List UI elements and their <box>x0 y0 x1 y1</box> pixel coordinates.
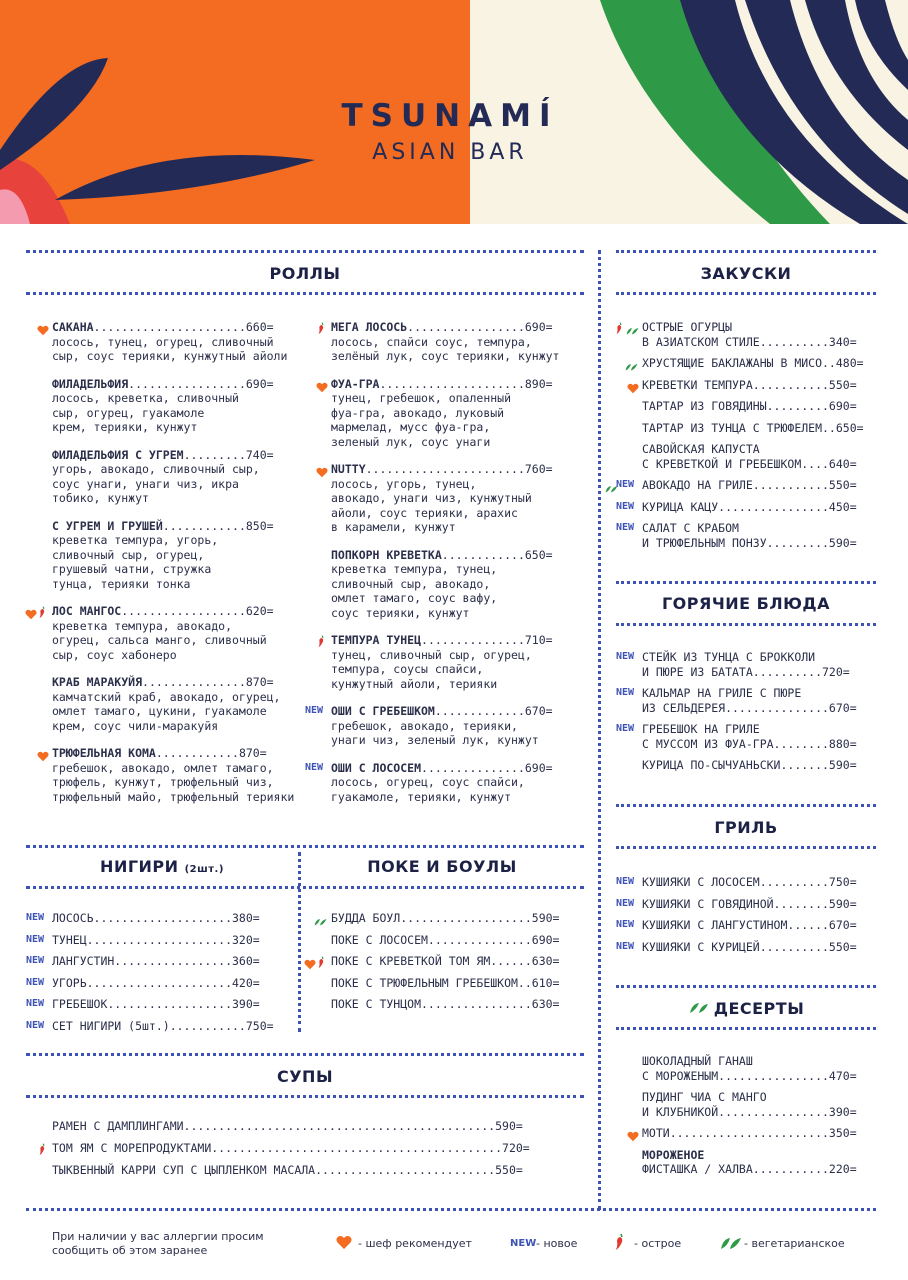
item-description: омлет тамаго, соус вафу, <box>331 591 498 605</box>
item-leader: ...................... <box>93 320 246 334</box>
heart-icon <box>37 747 49 766</box>
item-price: 890= <box>524 376 553 391</box>
menu-item <box>52 448 274 506</box>
item-leader: ............ <box>155 746 239 760</box>
menu-item: ПОКЕ С ТРЮФЕЛЬНЫМ ГРЕБЕШКОМ..610= <box>331 975 560 990</box>
chili-icon <box>317 633 326 652</box>
menu-item <box>642 722 857 751</box>
menu-item <box>642 1090 857 1119</box>
new-badge: NEW <box>305 705 324 716</box>
new-badge: NEW <box>616 940 635 952</box>
menu-item-line: ХРУСТЯЩИЕ БАКЛАЖАНЫ В МИСО..480= <box>642 356 864 370</box>
menu-item <box>52 519 274 592</box>
column-divider <box>298 852 301 1032</box>
divider <box>616 581 876 584</box>
item-name: КРАБ МАРАКУЙЯ <box>52 675 143 689</box>
item-description: сливочный сыр, авокадо, <box>331 576 491 591</box>
menu-item <box>52 377 274 435</box>
item-description: лосось, тунец, огурец, сливочный <box>52 334 274 349</box>
desserts-title: ДЕСЕРТЫ <box>713 999 805 1018</box>
menu-item <box>331 462 553 535</box>
new-badge: NEW <box>26 1020 45 1031</box>
item-price: 660= <box>245 320 274 334</box>
heart-icon <box>627 1127 639 1146</box>
item-name: NUTTY <box>331 462 366 476</box>
item-description: крем, соус чили-маракуйя <box>52 718 219 733</box>
menu-item-line: ШОКОЛАДНЫЙ ГАНАШ <box>642 1054 753 1068</box>
divider <box>616 292 876 295</box>
menu-item-title <box>331 633 553 648</box>
item-price: 690= <box>245 376 274 391</box>
item-description: тунец, гребешок, опаленный <box>331 391 512 405</box>
menu-item <box>52 746 294 804</box>
menu-item <box>642 356 864 371</box>
menu-item <box>642 918 857 933</box>
brand-title: TSUNAMÍ <box>341 98 559 134</box>
heart-icon <box>37 321 49 340</box>
item-description: трюфель, кунжут, трюфельный чиз, <box>52 775 274 789</box>
divider <box>26 1095 584 1098</box>
divider <box>26 1208 876 1211</box>
item-description: зелёный лук, соус терияки, кунжут <box>331 349 560 363</box>
divider <box>616 250 876 253</box>
menu-item-line: КАЛЬМАР НА ГРИЛЕ С ПЮРЕ <box>642 686 802 700</box>
menu-item <box>642 399 857 414</box>
section-title-grill: ГРИЛЬ <box>714 818 778 837</box>
divider <box>616 804 876 807</box>
item-name: ФИЛАДЕЛЬФИЯ <box>52 376 129 391</box>
divider <box>26 1053 584 1056</box>
divider <box>616 1027 876 1030</box>
item-price: 740= <box>245 447 274 462</box>
item-description: унаги чиз, зеленый лук, кунжут <box>331 733 539 747</box>
menu-item-title <box>331 548 553 563</box>
menu-item <box>642 478 857 493</box>
item-name: ТЕМПУРА ТУНЕЦ <box>331 633 422 647</box>
menu-item-line: ОСТРЫЕ ОГУРЦЫ <box>642 320 733 334</box>
menu-item-line: КУШИЯКИ С КУРИЦЕЙ..........550= <box>642 939 857 954</box>
item-name: ФИЛАДЕЛЬФИЯ С УГРЕМ <box>52 447 184 462</box>
heart-icon <box>25 605 37 624</box>
legend-new-badge: NEW <box>510 1238 537 1249</box>
item-leader: ....................... <box>365 462 525 476</box>
item-price: 710= <box>524 633 553 647</box>
heart-icon <box>336 1235 352 1250</box>
menu-item-line: ТАРТАР ИЗ ТУНЦА С ТРЮФЕЛЕМ..650= <box>642 420 864 435</box>
new-badge: NEW <box>26 912 45 923</box>
new-badge: NEW <box>26 976 45 988</box>
new-badge: NEW <box>616 723 635 734</box>
leaf-icon <box>626 321 639 340</box>
item-description: мармелад, мусс фуа-гра, <box>331 420 491 434</box>
legend-chef: - шеф рекомендует <box>358 1237 472 1250</box>
menu-item <box>642 500 857 515</box>
nigiri-title-note: (2шт.) <box>184 864 224 875</box>
item-name: ОШИ С ГРЕБЕШКОМ <box>331 704 435 718</box>
menu-item-line: ПУДИНГ ЧИА С МАНГО <box>642 1090 767 1104</box>
menu-item-line: ИЗ СЕЛЬДЕРЕЯ...............670= <box>642 700 857 715</box>
item-leader: .................. <box>121 604 246 618</box>
item-description: сыр, огурец, гуакамоле <box>52 405 205 420</box>
item-leader: ............ <box>162 518 246 533</box>
menu-item <box>331 320 559 364</box>
item-leader: ............ <box>441 547 525 562</box>
legend-new: - новое <box>536 1237 578 1250</box>
section-title-desserts <box>616 999 876 1018</box>
item-price: 690= <box>524 320 553 334</box>
item-name: ЛОС МАНГОС <box>52 604 122 618</box>
menu-item <box>642 940 857 955</box>
item-leader: ......... <box>183 447 246 462</box>
menu-item <box>642 650 850 679</box>
brand <box>300 98 600 165</box>
column-divider <box>598 250 601 1210</box>
divider <box>616 985 876 988</box>
new-badge: NEW <box>616 651 635 662</box>
new-badge: NEW <box>616 500 635 512</box>
menu-item-title <box>52 746 294 761</box>
menu-item <box>331 704 553 748</box>
item-name: ОШИ С ЛОСОСЕМ <box>331 760 422 775</box>
item-description: темпура, соусы спайси, <box>331 662 484 676</box>
item-price: 670= <box>524 704 553 718</box>
menu-item-line: АВОКАДО НА ГРИЛЕ...........550= <box>642 478 857 492</box>
item-leader: ............... <box>421 633 525 647</box>
brand-subtitle: ASIAN BAR <box>372 140 528 165</box>
menu-item <box>642 442 857 471</box>
leaf-icon <box>625 357 638 376</box>
new-badge: NEW <box>305 761 324 773</box>
item-name: МЕГА ЛОСОСЬ <box>331 320 408 334</box>
section-title-snacks: ЗАКУСКИ <box>700 264 792 283</box>
section-title-poke: ПОКЕ И БОУЛЫ <box>367 857 517 876</box>
allergy-note <box>52 1230 264 1258</box>
menu-item: ПОКЕ С КРЕВЕТКОЙ ТОМ ЯМ......630= <box>331 954 560 969</box>
item-description: камчатский краб, авокадо, огурец, <box>52 689 281 704</box>
menu-item-line: ТАРТАР ИЗ ГОВЯДИНЫ.........690= <box>642 399 857 413</box>
menu-item <box>642 758 857 773</box>
menu-item-line: В АЗИАТСКОМ СТИЛЕ..........340= <box>642 334 857 349</box>
menu-item-title <box>52 519 274 534</box>
menu-item <box>642 897 857 912</box>
item-description: лосось, огурец, соус спайси, <box>331 775 525 789</box>
new-badge: NEW <box>616 876 635 887</box>
menu-item: БУДДА БОУЛ...................590= <box>331 911 560 925</box>
divider <box>26 250 584 253</box>
item-name: САКАНА <box>52 320 94 334</box>
item-description: в карамели, кунжут <box>331 520 456 534</box>
menu-item: ТЫКВЕННЫЙ КАРРИ СУП С ЦЫПЛЕНКОМ МАСАЛА..........................550= <box>52 1163 523 1177</box>
divider <box>26 886 584 889</box>
header-banner <box>0 0 908 224</box>
menu-item <box>642 1148 857 1177</box>
item-description: гребешок, авокадо, омлет тамаго, <box>52 760 274 775</box>
leaf-icon <box>688 1001 710 1015</box>
menu-item <box>642 1054 857 1083</box>
divider <box>616 846 876 849</box>
item-description: огурец, сальса манго, сливочный <box>52 633 267 647</box>
menu-item: ЛАНГУСТИН.................360= <box>52 954 260 969</box>
heart-icon <box>316 463 328 482</box>
menu-item-line: С КРЕВЕТКОЙ И ГРЕБЕШКОМ....640= <box>642 456 857 471</box>
menu-item <box>642 421 864 436</box>
menu-item <box>642 1126 857 1141</box>
allergy-note-line: При наличии у вас аллергии просим <box>52 1230 264 1243</box>
item-description: тунца, терияки тонка <box>52 576 191 591</box>
menu-item-title <box>331 320 559 335</box>
chili-icon <box>317 954 326 973</box>
item-description: лосось, спайси соус, темпура, <box>331 334 532 349</box>
item-description: угорь, авокадо, сливочный сыр, <box>52 462 260 476</box>
menu-item: СЕТ НИГИРИ (5шт.)...........750= <box>52 1019 274 1033</box>
menu-item-line: КУРИЦА КАЦУ................450= <box>642 499 857 514</box>
menu-item <box>331 548 553 621</box>
menu-item <box>52 604 274 662</box>
new-badge: NEW <box>616 919 635 930</box>
menu-item-title <box>331 462 553 477</box>
menu-item <box>52 320 287 364</box>
chili-icon <box>317 320 326 339</box>
item-description: гребешок, авокадо, терияки, <box>331 718 518 733</box>
menu-item-title <box>52 675 280 690</box>
menu-item-title <box>331 377 553 392</box>
menu-item <box>642 521 857 550</box>
new-badge: NEW <box>26 955 45 967</box>
allergy-note-line: сообщить об этом заранее <box>52 1244 208 1257</box>
legend-veg: - вегетарианское <box>744 1237 845 1250</box>
menu-item-line: И ТРЮФЕЛЬНЫМ ПОНЗУ.........590= <box>642 535 857 550</box>
menu-item <box>331 761 553 805</box>
item-description: крем, терияки, кунжут <box>52 420 198 434</box>
divider <box>26 292 584 295</box>
menu-item: ПОКЕ С ТУНЦОМ................630= <box>331 997 560 1012</box>
item-description: лосось, креветка, сливочный <box>52 391 239 405</box>
item-leader: ................. <box>407 320 525 334</box>
menu-item: ПОКЕ С ЛОСОСЕМ...............690= <box>331 932 560 947</box>
menu-item-line: С МОРОЖЕНЫМ................470= <box>642 1068 857 1083</box>
menu-item-title <box>52 377 274 392</box>
item-leader: ............. <box>434 704 525 718</box>
item-description: гуакамоле, терияки, кунжут <box>331 789 512 804</box>
legend-spicy: - острое <box>634 1237 682 1250</box>
menu-item-line: КУШИЯКИ С ГОВЯДИНОЙ........590= <box>642 896 857 911</box>
menu-item-title <box>52 448 274 463</box>
item-description: сливочный сыр, огурец, <box>52 547 205 562</box>
item-name: ТРЮФЕЛЬНАЯ КОМА <box>52 746 156 760</box>
item-price: 620= <box>245 604 274 618</box>
menu-item-line: КРЕВЕТКИ ТЕМПУРА...........550= <box>642 377 857 392</box>
section-title-hot: ГОРЯЧИЕ БЛЮДА <box>661 594 831 613</box>
chili-icon <box>615 320 624 339</box>
heart-icon <box>304 955 316 974</box>
item-description: креветка темпура, тунец, <box>331 562 498 576</box>
item-price: 760= <box>524 462 553 476</box>
new-badge: NEW <box>616 687 635 698</box>
menu-item: ЛОСОСЬ....................380= <box>52 911 260 925</box>
menu-item: УГОРЬ.....................420= <box>52 975 260 990</box>
menu-item-line: КУШИЯКИ С ЛОСОСЕМ..........750= <box>642 875 857 889</box>
menu-item-line: ФИСТАШКА / ХАЛВА...........220= <box>642 1162 857 1176</box>
chili-icon <box>38 604 47 623</box>
menu-item-title <box>331 761 553 776</box>
item-description: грушевый чатни, стружка <box>52 562 212 576</box>
menu-item <box>642 875 857 890</box>
item-price: 870= <box>245 675 274 689</box>
item-price: 690= <box>524 760 553 775</box>
item-name: ПОПКОРН КРЕВЕТКА <box>331 547 442 562</box>
item-description: омлет тамаго, цукини, гуакамоле <box>52 704 267 718</box>
item-price: 650= <box>524 547 553 562</box>
new-badge: NEW <box>26 933 45 945</box>
menu-item-line: САЛАТ С КРАБОМ <box>642 521 739 535</box>
item-description: тунец, сливочный сыр, огурец, <box>331 647 532 662</box>
section-title-nigiri <box>26 857 298 876</box>
divider <box>616 623 876 626</box>
menu-item-title <box>52 320 287 335</box>
item-leader: ............... <box>142 675 246 689</box>
item-description: креветка темпура, авокадо, <box>52 618 233 633</box>
menu-item: ГРЕБЕШОК..................390= <box>52 997 260 1012</box>
menu-item <box>642 686 857 715</box>
heart-icon <box>627 379 639 398</box>
menu-item-line: КУРИЦА ПО-СЫЧУАНЬСКИ.......590= <box>642 758 857 772</box>
section-title-rolls: РОЛЛЫ <box>269 264 341 283</box>
menu-item <box>642 378 857 393</box>
section-title-soups: СУПЫ <box>276 1067 334 1086</box>
item-description: соус терияки, кунжут <box>331 605 470 620</box>
menu-item-line: И КЛУБНИКОЙ................390= <box>642 1104 857 1119</box>
item-leader: ................. <box>128 376 246 391</box>
item-leader: ..................... <box>379 376 525 391</box>
item-description: соус унаги, унаги чиз, икра <box>52 476 239 491</box>
item-price: 870= <box>238 746 267 760</box>
heart-icon <box>316 378 328 397</box>
item-name: С УГРЕМ И ГРУШЕЙ <box>52 518 163 533</box>
item-description: тобико, кунжут <box>52 491 149 505</box>
item-leader: ............... <box>421 760 525 775</box>
menu-item-line: МОРОЖЕНОЕ <box>642 1147 705 1162</box>
menu-item-title <box>52 604 274 619</box>
menu-item-line: СТЕЙК ИЗ ТУНЦА С БРОККОЛИ <box>642 650 816 664</box>
menu-item-line: ГРЕБЕШОК НА ГРИЛЕ <box>642 722 760 736</box>
new-badge: NEW <box>616 479 635 490</box>
nigiri-title: НИГИРИ <box>100 857 179 876</box>
menu-item <box>331 377 553 450</box>
menu-item: ТУНЕЦ.....................320= <box>52 932 260 947</box>
new-badge: NEW <box>616 897 635 909</box>
leaf-icon <box>314 912 327 931</box>
item-description: сыр, соус терияки, кунжутный айоли <box>52 349 288 363</box>
menu-item-title <box>331 704 553 719</box>
item-description: трюфельный майо, трюфельный терияки <box>52 789 295 804</box>
menu-item-line: С МУССОМ ИЗ ФУА-ГРА........880= <box>642 736 857 751</box>
item-description: сыр, соус хабонеро <box>52 647 177 662</box>
menu-item: ТОМ ЯМ С МОРЕПРОДУКТАМИ..........................................720= <box>52 1141 530 1155</box>
item-price: 850= <box>245 518 274 533</box>
menu-item <box>642 320 857 349</box>
menu-item-line: САВОЙСКАЯ КАПУСТА <box>642 442 760 456</box>
item-description: айоли, соус терияки, арахис <box>331 505 518 520</box>
menu-item: РАМЕН С ДАМПЛИНГАМИ.............................................590= <box>52 1119 523 1133</box>
item-description: лосось, угорь, тунец, <box>331 476 477 491</box>
item-description: авокадо, унаги чиз, кунжутный <box>331 491 532 505</box>
item-description: фуа-гра, авокадо, луковый <box>331 405 505 420</box>
chili-icon <box>38 1141 47 1160</box>
new-badge: NEW <box>616 522 635 533</box>
leaf-icon <box>720 1235 742 1251</box>
menu-item <box>52 675 280 733</box>
item-description: зеленый лук, соус унаги <box>331 434 491 449</box>
menu-item-line: МОТИ.......................350= <box>642 1126 857 1140</box>
chili-icon <box>614 1233 626 1251</box>
divider <box>26 845 584 848</box>
menu-item-line: КУШИЯКИ С ЛАНГУСТИНОМ......670= <box>642 918 857 932</box>
item-description: креветка темпура, угорь, <box>52 533 219 547</box>
menu-item-line: И ПЮРЕ ИЗ БАТАТА..........720= <box>642 664 850 679</box>
new-badge: NEW <box>26 998 45 1010</box>
item-description: кунжутный айоли, терияки <box>331 676 498 691</box>
menu-item <box>331 633 553 691</box>
item-name: ФУА-ГРА <box>331 376 380 391</box>
